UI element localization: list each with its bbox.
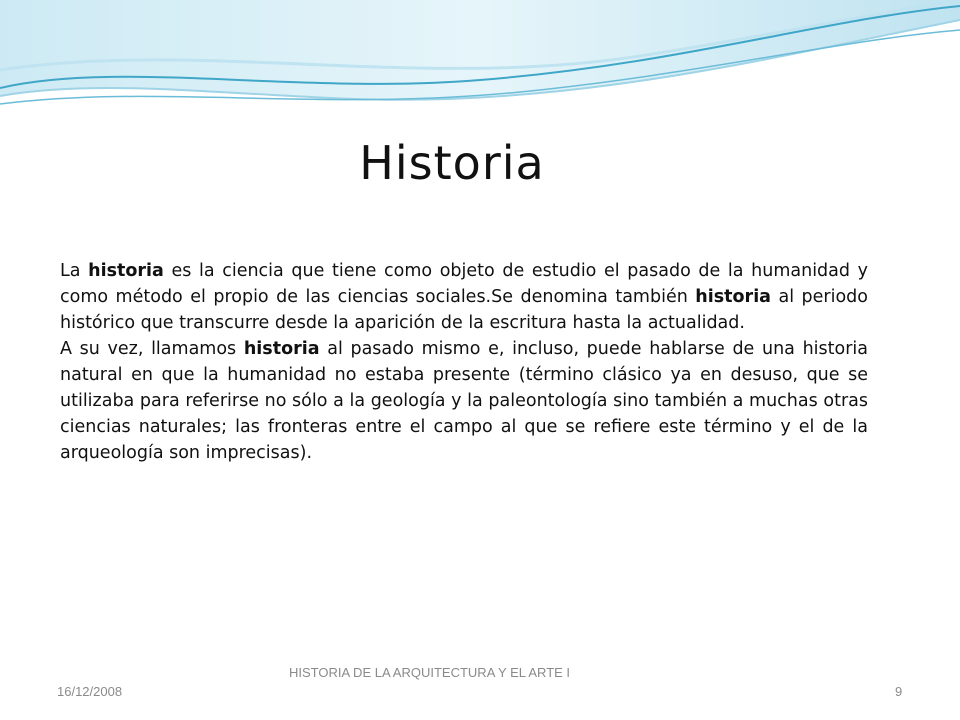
footer-date: 16/12/2008 bbox=[57, 684, 123, 699]
slide-title: Historia bbox=[359, 136, 545, 190]
text-run: al periodo histórico que transcurre desde la aparición de la escritura hasta la actualidad. bbox=[60, 287, 868, 333]
paragraph-1 bbox=[60, 258, 868, 336]
slide-body bbox=[60, 258, 868, 466]
header-wave-decoration bbox=[0, 0, 960, 110]
footer-page-number: 9 bbox=[895, 684, 903, 699]
text-run: al pasado mismo e, incluso, puede hablarse de una historia natural en que la humanidad no estaba presente (término clásico ya en desuso, que se utilizaba para referirse no sólo a la geología y la paleontología sino también a muchas otras ciencias naturales; las fronteras entre el campo al que se refiere este término y el de la arqueología son imprecisas). bbox=[60, 339, 868, 463]
bold-term: historia bbox=[243, 339, 320, 359]
text-run: La bbox=[60, 261, 89, 281]
footer-course-title: HISTORIA DE LA ARQUITECTURA Y EL ARTE I bbox=[289, 665, 571, 680]
text-run: A su vez, llamamos bbox=[60, 339, 244, 359]
text-run: es la ciencia que tiene como objeto de estudio el pasado de la humanidad y como método el propio de las ciencias sociales.Se denomina también bbox=[60, 261, 868, 307]
bold-term: historia bbox=[695, 287, 771, 307]
paragraph-2 bbox=[60, 336, 868, 466]
bold-term: historia bbox=[88, 261, 164, 281]
